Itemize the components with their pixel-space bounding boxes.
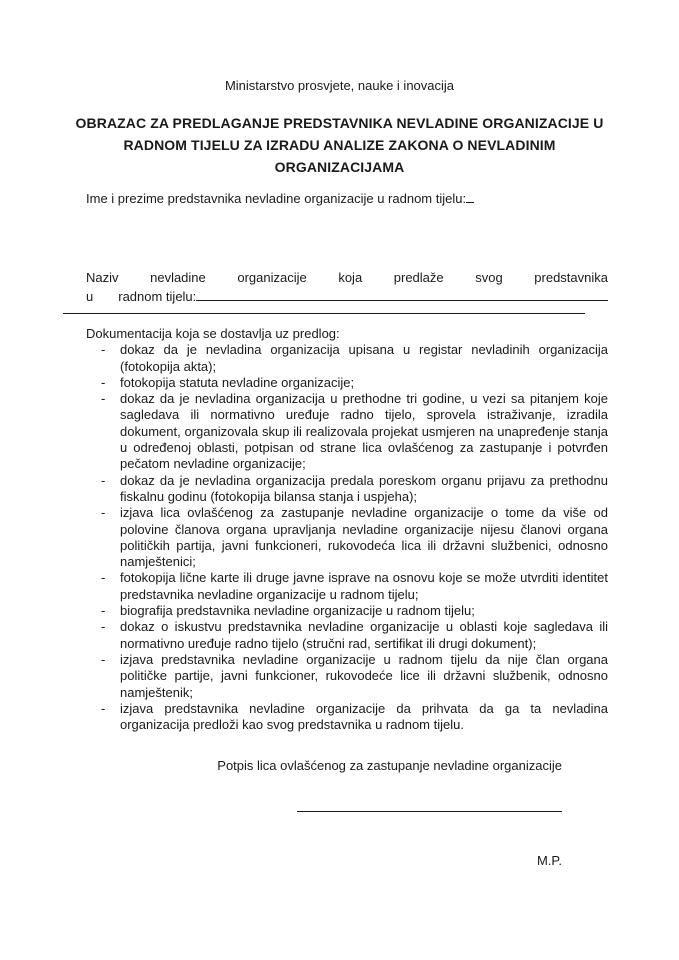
list-item-text: fotokopija statuta nevladine organizacije; <box>120 374 355 390</box>
dash-bullet-icon: - <box>101 700 106 716</box>
list-item <box>86 342 608 375</box>
dash-bullet-icon: - <box>101 472 106 488</box>
list-item <box>86 505 608 570</box>
dash-bullet-icon: - <box>101 391 106 407</box>
organization-name-input-line2[interactable] <box>63 313 585 314</box>
list-item <box>86 701 608 734</box>
list-item-text: izjava predstavnika nevladine organizacije u radnom tijelu da nije član organa političke partije, javni funkcioner, rukovodeće lice ili državni službenik, odnosno namještenik; <box>120 651 608 700</box>
dash-bullet-icon: - <box>101 505 106 521</box>
form-title-line1: OBRAZAC ZA PREDLAGANJE PREDSTAVNIKA NEVLADINE ORGANIZACIJE U <box>75 115 604 131</box>
list-item-text: izjava lica ovlašćenog za zastupanje nevladine organizacije o tome da više od polovine članova organa upravljanja nevladine organizacije nijesu članovi organa političkih partija, javni funkcioneri, rukovodeća lica ili državni službenici, odnosno namještenici; <box>120 505 608 570</box>
list-item <box>86 619 608 652</box>
dash-bullet-icon: - <box>101 342 106 358</box>
organization-name-input[interactable] <box>196 287 608 301</box>
list-item-text: dokaz da je nevladina organizacija predala poreskom organu prijavu za prethodnu fiskalnu godinu (fotokopija bilansa stanja i uspjeha); <box>120 472 608 504</box>
organization-name-label-line2 <box>86 287 608 306</box>
form-title-line2: RADNOM TIJELU ZA IZRADU ANALIZE ZAKONA O NEVLADINIM <box>123 137 556 153</box>
representative-name-field <box>86 190 608 207</box>
list-item <box>86 375 608 391</box>
representative-name-input[interactable] <box>466 190 474 203</box>
dash-bullet-icon: - <box>101 619 106 635</box>
list-item-text: dokaz da je nevladina organizacija u prethodne tri godine, u vezi sa pitanjem koje sagledava ili normativno uređuje radno tijelo, sprovela istraživanje, izradila dokument, organizovala skup ili realizovala projekat usmjeren na unapređenje stanja u određenoj oblasti, potpisan od strane lica ovlašćenog za zastupanje i potvrđen pečatom nevladine organizacije; <box>120 391 608 472</box>
list-item <box>86 391 608 472</box>
organization-name-field <box>86 268 608 306</box>
list-item <box>86 473 608 506</box>
signature-section <box>86 758 608 869</box>
list-item-text: dokaz da je nevladina organizacija upisana u registar nevladinih organizacija (fotokopija akta); <box>120 342 608 374</box>
signature-line-wrap <box>86 800 562 816</box>
stamp-placeholder: M.P. <box>536 853 562 869</box>
list-item-text: izjava predstavnika nevladine organizacije da prihvata da ga ta nevladina organizacija predloži kao svog predstavnika u radnom tijelu. <box>120 700 608 733</box>
representative-name-label: Ime i prezime predstavnika nevladine organizacije u radnom tijelu: <box>86 191 467 206</box>
list-item <box>86 603 608 619</box>
dash-bullet-icon: - <box>101 651 106 667</box>
list-item-text: dokaz o iskustvu predstavnika nevladine organizacije u oblasti koje sagledava ili normativno uređuje radno tijelo (stručni rad, sertifikat ili drugi dokument); <box>120 619 608 651</box>
organization-name-label-line1: Naziv nevladine organizacije koja predlaže svog predstavnika <box>86 270 608 285</box>
signature-label: Potpis lica ovlašćenog za zastupanje nevladine organizacije <box>217 758 562 774</box>
dash-bullet-icon: - <box>101 374 106 390</box>
dash-bullet-icon: - <box>101 570 106 586</box>
form-title-line3: ORGANIZACIJAMA <box>274 159 405 175</box>
list-item <box>86 570 608 603</box>
dash-bullet-icon: - <box>101 603 106 619</box>
list-item <box>86 652 608 701</box>
signature-input-line[interactable] <box>297 811 562 812</box>
list-item-text: fotokopija lične karte ili druge javne isprave na osnovu koje se može utvrditi identitet predstavnika nevladine organizacije u radnom tijelu; <box>120 570 608 602</box>
documentation-heading: Dokumentacija koja se dostavlja uz predlog: <box>86 326 340 341</box>
form-title <box>0 112 679 178</box>
organization-name-label-word-radnom-tijelu: radnom tijelu: <box>118 289 197 304</box>
documentation-list <box>86 342 608 733</box>
list-item-text: biografija predstavnika nevladine organizacije u radnom tijelu; <box>120 603 475 619</box>
ministry-header: Ministarstvo prosvjete, nauke i inovacija <box>224 78 455 93</box>
organization-name-label-word-u: u <box>86 289 94 304</box>
